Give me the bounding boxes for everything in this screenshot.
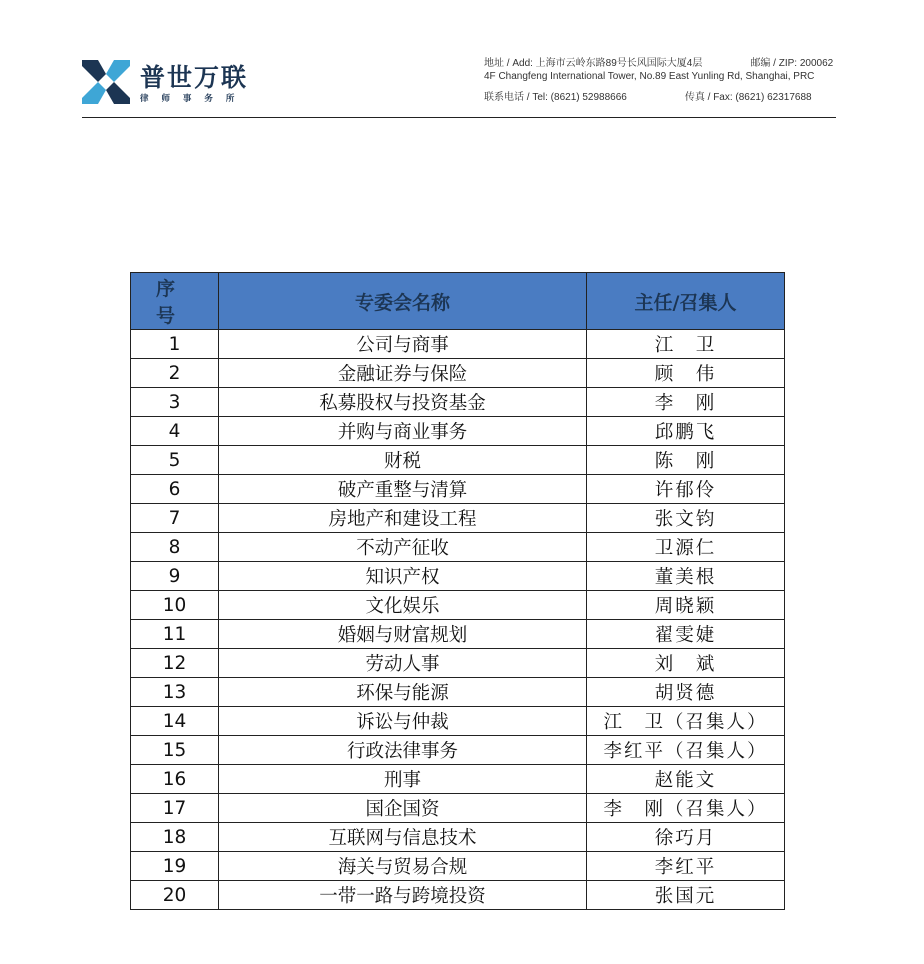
row-number: 11 [131, 620, 219, 649]
header-number: 序 号 [131, 273, 219, 330]
committee-chair: 徐巧月 [587, 823, 785, 852]
table-row [131, 446, 785, 475]
committee-name: 财税 [219, 446, 587, 475]
table-row [131, 707, 785, 736]
table-row [131, 475, 785, 504]
committee-name: 行政法律事务 [219, 736, 587, 765]
committee-table [130, 272, 785, 910]
header-chair: 主任/召集人 [587, 273, 785, 330]
committee-chair: 周晓颖 [587, 591, 785, 620]
table-row [131, 388, 785, 417]
table-row [131, 678, 785, 707]
committee-name: 不动产征收 [219, 533, 587, 562]
committee-name: 金融证券与保险 [219, 359, 587, 388]
committee-name: 文化娱乐 [219, 591, 587, 620]
table-row [131, 794, 785, 823]
committee-chair: 邱鹏飞 [587, 417, 785, 446]
row-number: 8 [131, 533, 219, 562]
row-number: 9 [131, 562, 219, 591]
firm-name: 普世万联 [140, 63, 249, 92]
committee-name: 国企国资 [219, 794, 587, 823]
committee-name: 公司与商事 [219, 330, 587, 359]
row-number: 12 [131, 649, 219, 678]
row-number: 1 [131, 330, 219, 359]
row-number: 6 [131, 475, 219, 504]
row-number: 16 [131, 765, 219, 794]
table-row [131, 881, 785, 910]
committee-chair: 翟雯婕 [587, 620, 785, 649]
committee-chair: 张文钧 [587, 504, 785, 533]
address-en: 4F Changfeng International Tower, No.89 East Yunling Rd, Shanghai, PRC [484, 71, 815, 82]
committee-chair: 刘 斌 [587, 649, 785, 678]
table-row [131, 736, 785, 765]
header-divider [82, 117, 836, 118]
committee-name: 劳动人事 [219, 649, 587, 678]
table-row [131, 591, 785, 620]
row-number: 13 [131, 678, 219, 707]
committee-name: 破产重整与清算 [219, 475, 587, 504]
table-row [131, 504, 785, 533]
table-row [131, 359, 785, 388]
committee-chair: 卫源仁 [587, 533, 785, 562]
telephone: 联系电话 / Tel: (8621) 52988666 [484, 92, 627, 103]
row-number: 7 [131, 504, 219, 533]
contact-line-address [484, 54, 833, 69]
row-number: 18 [131, 823, 219, 852]
committee-chair: 陈 刚 [587, 446, 785, 475]
row-number: 17 [131, 794, 219, 823]
zip-code: 邮编 / ZIP: 200062 [750, 58, 834, 69]
committee-chair: 张国元 [587, 881, 785, 910]
committee-name: 诉讼与仲裁 [219, 707, 587, 736]
committee-chair: 李 刚 [587, 388, 785, 417]
committee-chair: 李红平 [587, 852, 785, 881]
table-row [131, 852, 785, 881]
table-row [131, 620, 785, 649]
committee-chair: 顾 伟 [587, 359, 785, 388]
row-number: 19 [131, 852, 219, 881]
committee-chair: 胡贤德 [587, 678, 785, 707]
committee-name: 并购与商业事务 [219, 417, 587, 446]
row-number: 3 [131, 388, 219, 417]
committee-chair: 李红平（召集人） [587, 736, 785, 765]
table-row [131, 417, 785, 446]
committee-name: 知识产权 [219, 562, 587, 591]
committee-chair: 董美根 [587, 562, 785, 591]
committee-chair: 许郁伶 [587, 475, 785, 504]
table-row [131, 649, 785, 678]
row-number: 5 [131, 446, 219, 475]
firm-subtitle: 律 师 事 务 所 [140, 94, 240, 104]
table-row [131, 823, 785, 852]
header-committee-name: 专委会名称 [219, 273, 587, 330]
committee-name: 私募股权与投资基金 [219, 388, 587, 417]
committee-name: 一带一路与跨境投资 [219, 881, 587, 910]
committee-name: 环保与能源 [219, 678, 587, 707]
row-number: 2 [131, 359, 219, 388]
table-row [131, 765, 785, 794]
row-number: 4 [131, 417, 219, 446]
address-cn: 地址 / Add: 上海市云岭东路89号长风国际大厦4层 [484, 58, 703, 69]
row-number: 10 [131, 591, 219, 620]
committee-chair: 江 卫 [587, 330, 785, 359]
contact-line-phone [484, 88, 812, 103]
table-row [131, 533, 785, 562]
row-number: 15 [131, 736, 219, 765]
committee-chair: 赵能文 [587, 765, 785, 794]
fax: 传真 / Fax: (8621) 62317688 [684, 92, 812, 103]
row-number: 20 [131, 881, 219, 910]
committee-name: 海关与贸易合规 [219, 852, 587, 881]
firm-logo-icon [80, 56, 132, 108]
committee-name: 互联网与信息技术 [219, 823, 587, 852]
committee-chair: 江 卫（召集人） [587, 707, 785, 736]
committee-name: 婚姻与财富规划 [219, 620, 587, 649]
letterhead [0, 0, 924, 130]
committee-name: 刑事 [219, 765, 587, 794]
table-row [131, 330, 785, 359]
committee-name: 房地产和建设工程 [219, 504, 587, 533]
table-header-row [131, 273, 785, 330]
table-row [131, 562, 785, 591]
row-number: 14 [131, 707, 219, 736]
committee-chair: 李 刚（召集人） [587, 794, 785, 823]
